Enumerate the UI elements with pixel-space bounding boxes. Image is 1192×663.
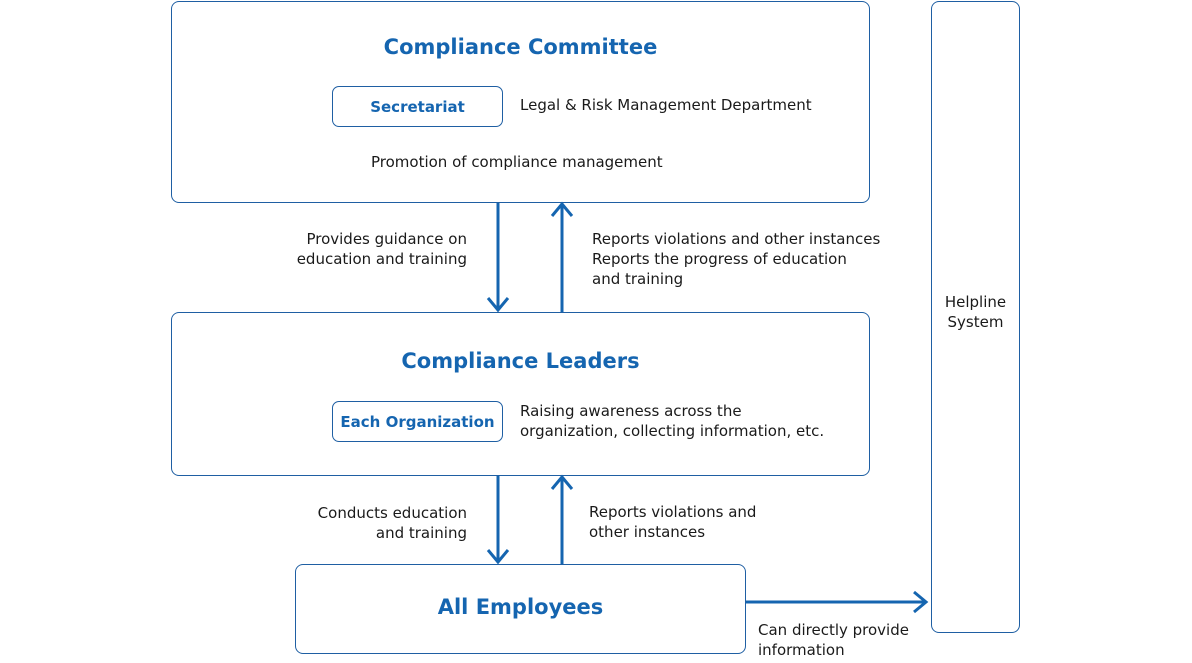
helpline-title-line-2: System (947, 313, 1004, 331)
guidance-label (297, 229, 467, 269)
helpline-title (932, 292, 1019, 332)
reports-up-label-line-3: and training (592, 270, 684, 288)
all-employees-box (295, 564, 746, 654)
leaders-description (520, 401, 824, 441)
conducts-label-line-1: Conducts education (317, 504, 467, 522)
reports-employees-label (589, 502, 756, 542)
reports-up-label (592, 229, 880, 289)
helpline-system-box (931, 1, 1020, 633)
reports-employees-label-line-1: Reports violations and (589, 503, 757, 521)
conducts-label-line-2: and training (375, 524, 467, 542)
compliance-committee-box (171, 1, 870, 203)
arrow-leaders-to-committee (552, 204, 572, 312)
direct-information-label (758, 620, 909, 660)
secretariat-label: Secretariat (332, 86, 503, 127)
leaders-description-line-2: organization, collecting information, etc. (520, 422, 825, 440)
arrow-employees-to-leaders (552, 477, 572, 564)
reports-up-label-line-1: Reports violations and other instances (592, 230, 881, 248)
guidance-label-line-2: education and training (296, 250, 467, 268)
helpline-title-line-1: Helpline (944, 293, 1007, 311)
arrow-committee-to-leaders (488, 203, 508, 310)
each-organization-label: Each Organization (332, 401, 503, 442)
all-employees-title: All Employees (437, 595, 604, 619)
reports-up-label-line-2: Reports the progress of education (592, 250, 847, 268)
leaders-description-line-1: Raising awareness across the (520, 402, 742, 420)
arrow-leaders-to-employees (488, 476, 508, 562)
direct-information-label-line-1: Can directly provide (758, 621, 909, 639)
compliance-committee-title: Compliance Committee (383, 35, 658, 59)
reports-employees-label-line-2: other instances (589, 523, 706, 541)
direct-information-label-line-2: information (758, 641, 845, 659)
compliance-leaders-box (171, 312, 870, 476)
department-text: Legal & Risk Management Department (520, 96, 812, 114)
arrow-employees-to-helpline (746, 592, 926, 612)
guidance-label-line-1: Provides guidance on (306, 230, 467, 248)
compliance-leaders-title: Compliance Leaders (401, 349, 640, 373)
promotion-text: Promotion of compliance management (371, 153, 663, 171)
conducts-label (318, 503, 467, 543)
